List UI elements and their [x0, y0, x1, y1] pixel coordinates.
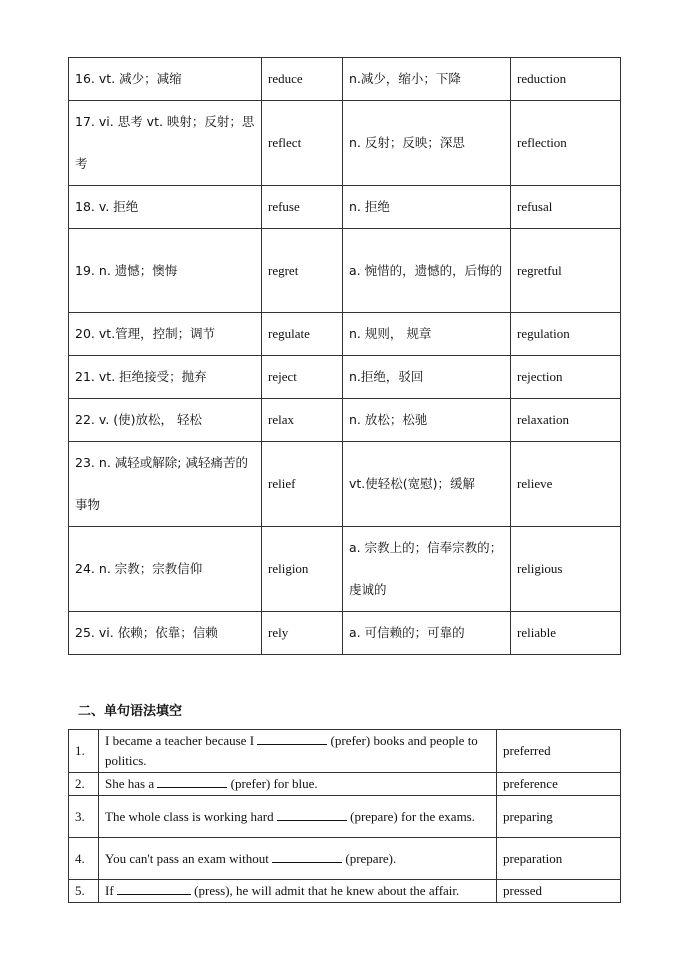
item-number: 2.	[69, 773, 99, 796]
derived-word-cell: religious	[511, 527, 621, 612]
derived-word-cell: regretful	[511, 229, 621, 313]
grammar-fill-table	[68, 729, 621, 903]
sentence-cell	[99, 730, 497, 773]
answer-blank[interactable]	[117, 882, 191, 895]
word-cell: reflect	[262, 101, 343, 186]
table-row	[69, 527, 621, 612]
meaning-text: n. 遗憾；懊悔	[98, 262, 178, 278]
word-cell: regulate	[262, 313, 343, 356]
derived-word-cell: rejection	[511, 356, 621, 399]
table-row	[69, 796, 621, 838]
meaning-cell	[69, 58, 262, 101]
table-row	[69, 229, 621, 313]
row-number: 21.	[75, 369, 95, 384]
meaning-cell	[69, 229, 262, 313]
derived-word-cell: relieve	[511, 442, 621, 527]
sentence-cell	[99, 838, 497, 880]
derived-meaning-cell: a. 宗教上的；信奉宗教的；虔诚的	[343, 527, 511, 612]
word-cell: regret	[262, 229, 343, 313]
meaning-cell	[69, 612, 262, 655]
row-number: 16.	[75, 71, 95, 86]
sentence-cell	[99, 773, 497, 796]
derived-meaning-cell: n.减少，缩小；下降	[343, 58, 511, 101]
word-cell: relief	[262, 442, 343, 527]
sentence-after: (prepare).	[345, 850, 397, 866]
row-number: 19.	[75, 262, 95, 278]
item-number: 1.	[69, 730, 99, 773]
derived-word-cell: refusal	[511, 186, 621, 229]
row-number: 23.	[75, 455, 95, 470]
answer-cell: preparing	[497, 796, 621, 838]
derived-meaning-cell: vt.使轻松(宽慰)；缓解	[343, 442, 511, 527]
item-number: 5.	[69, 880, 99, 903]
answer-cell: preparation	[497, 838, 621, 880]
sentence-after: (prefer) for blue.	[230, 776, 318, 791]
meaning-cell	[69, 313, 262, 356]
word-cell: religion	[262, 527, 343, 612]
meaning-text: vt. 减少；减缩	[98, 71, 182, 86]
row-number: 24.	[75, 561, 95, 576]
table-row	[69, 730, 621, 773]
meaning-cell	[69, 356, 262, 399]
table-row	[69, 101, 621, 186]
derived-meaning-cell: n. 拒绝	[343, 186, 511, 229]
answer-cell: preference	[497, 773, 621, 796]
sentence-cell	[99, 796, 497, 838]
sentence-before: The whole class is working hard	[105, 808, 274, 824]
table-row	[69, 186, 621, 229]
derived-meaning-cell: n. 放松；松驰	[343, 399, 511, 442]
derived-meaning-cell: a. 惋惜的，遗憾的，后悔的	[343, 229, 511, 313]
row-number: 25.	[75, 625, 95, 640]
row-number: 18.	[75, 199, 95, 214]
word-cell: relax	[262, 399, 343, 442]
meaning-cell	[69, 399, 262, 442]
sentence-before: You can't pass an exam without	[105, 850, 269, 866]
sentence-before: I became a teacher because I	[105, 733, 255, 748]
meaning-text: v. (使)放松， 轻松	[98, 412, 202, 427]
meaning-text: v. 拒绝	[98, 199, 139, 214]
derived-word-cell: reflection	[511, 101, 621, 186]
derived-meaning-cell: n. 反射；反映；深思	[343, 101, 511, 186]
meaning-text: vi. 思考 vt. 映射；反射；思考	[75, 114, 255, 171]
meaning-text: vt.管理，控制；调节	[98, 326, 216, 341]
derived-word-cell: relaxation	[511, 399, 621, 442]
table-row	[69, 880, 621, 903]
table-row	[69, 399, 621, 442]
answer-blank[interactable]	[157, 775, 227, 788]
derived-word-cell: regulation	[511, 313, 621, 356]
answer-blank[interactable]	[272, 850, 342, 863]
sentence-cell	[99, 880, 497, 903]
item-number: 4.	[69, 838, 99, 880]
sentence-after: (prefer) books and people to politics.	[105, 733, 478, 768]
derived-meaning-cell: a. 可信赖的；可靠的	[343, 612, 511, 655]
meaning-cell	[69, 186, 262, 229]
answer-cell: preferred	[497, 730, 621, 773]
answer-cell: pressed	[497, 880, 621, 903]
word-cell: reduce	[262, 58, 343, 101]
item-number: 3.	[69, 796, 99, 838]
sentence-before: She has a	[105, 776, 155, 791]
answer-blank[interactable]	[257, 732, 327, 745]
word-cell: refuse	[262, 186, 343, 229]
table-row	[69, 838, 621, 880]
word-cell: reject	[262, 356, 343, 399]
row-number: 22.	[75, 412, 95, 427]
table-row	[69, 313, 621, 356]
derived-word-cell: reduction	[511, 58, 621, 101]
table-row	[69, 612, 621, 655]
meaning-text: vi. 依赖；依靠；信赖	[98, 625, 218, 640]
meaning-cell	[69, 442, 262, 527]
answer-blank[interactable]	[277, 808, 347, 821]
meaning-text: vt. 拒绝接受；抛弃	[98, 369, 207, 384]
derived-meaning-cell: n. 规则， 规章	[343, 313, 511, 356]
derived-meaning-cell: n.拒绝，驳回	[343, 356, 511, 399]
meaning-text: n. 减轻或解除; 减轻痛苦的事物	[75, 455, 248, 512]
table-row	[69, 356, 621, 399]
table-row	[69, 58, 621, 101]
section-heading: 二、单句语法填空	[78, 704, 183, 719]
meaning-cell	[69, 101, 262, 186]
row-number: 20.	[75, 326, 95, 341]
sentence-after: (press), he will admit that he knew about the affair.	[194, 883, 460, 898]
vocabulary-table	[68, 57, 621, 655]
row-number: 17.	[75, 114, 95, 129]
table-row	[69, 773, 621, 796]
meaning-cell	[69, 527, 262, 612]
sentence-before: If	[105, 883, 114, 898]
table-row	[69, 442, 621, 527]
meaning-text: n. 宗教；宗教信仰	[98, 561, 203, 576]
derived-word-cell: reliable	[511, 612, 621, 655]
word-cell: rely	[262, 612, 343, 655]
sentence-after: (prepare) for the exams.	[350, 808, 475, 824]
